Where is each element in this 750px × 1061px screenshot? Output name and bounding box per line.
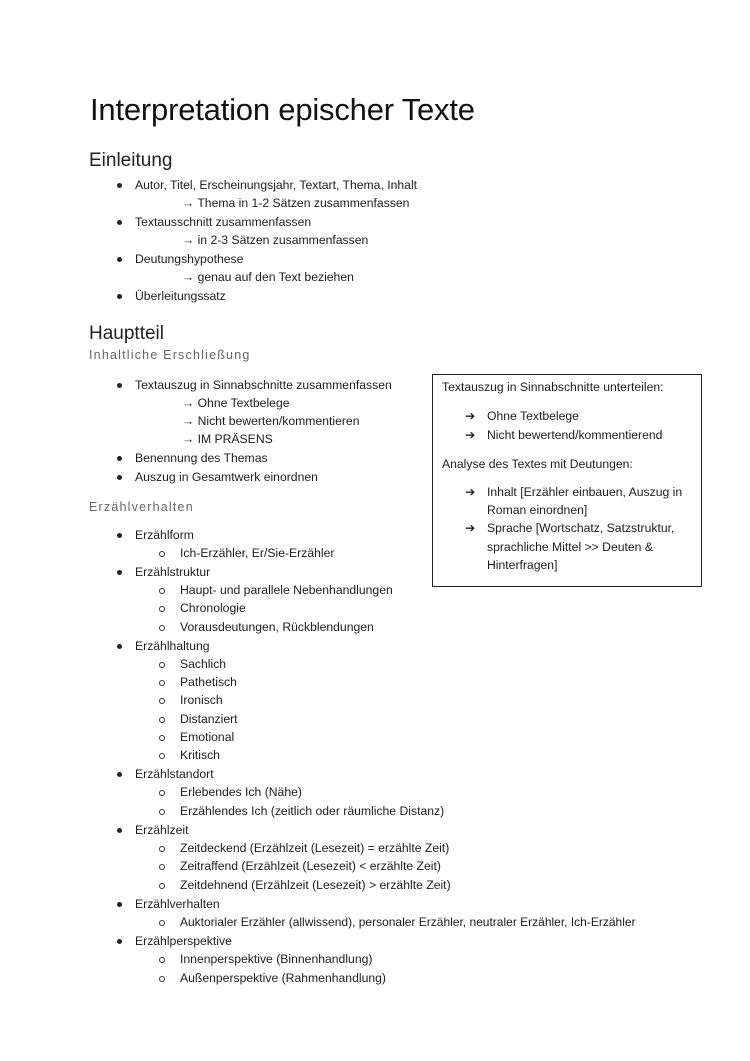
circle-bullet-icon <box>159 735 165 741</box>
box-heading-analyse: Analyse des Textes mit Deutungen: <box>442 457 633 471</box>
circle-bullet-icon <box>159 717 165 723</box>
bullet-icon <box>117 902 122 907</box>
arrow-right-icon: ➔ <box>465 485 476 499</box>
bullet-icon <box>117 772 122 777</box>
list-item: Benennung des Themas <box>135 451 268 465</box>
circle-bullet-icon <box>159 662 165 668</box>
circle-bullet-icon <box>159 883 165 889</box>
sub-list-item: Chronologie <box>180 601 246 615</box>
box-item: Inhalt [Erzähler einbauen, Auszug in <box>487 485 683 499</box>
box-item: Ohne Textbelege <box>487 409 579 423</box>
list-item: Erzählstandort <box>135 767 214 781</box>
list-item-note: → Thema in 1-2 Sätzen zusammenfassen <box>182 196 410 210</box>
list-item-note: → IM PRÄSENS <box>182 432 273 446</box>
list-item-note: → genau auf den Text beziehen <box>182 270 354 284</box>
circle-bullet-icon <box>159 809 165 815</box>
circle-bullet-icon <box>159 790 165 796</box>
bullet-icon <box>117 533 122 538</box>
box-item-continued: sprachliche Mittel >> Deuten & <box>487 540 653 554</box>
circle-bullet-icon <box>159 957 165 963</box>
list-item: Erzählperspektive <box>135 934 232 948</box>
bullet-icon <box>117 257 122 262</box>
notes-box <box>432 374 702 587</box>
sub-list-item: Kritisch <box>180 748 220 762</box>
sub-list-item: Emotional <box>180 730 235 744</box>
subheading-inhaltliche-erschliessung: Inhaltliche Erschließung <box>89 348 251 362</box>
list-item: Deutungshypothese <box>135 252 244 266</box>
box-item-continued: Roman einordnen] <box>487 503 588 517</box>
sub-list-item: Haupt- und parallele Nebenhandlungen <box>180 583 393 597</box>
sub-list-item: Zeitraffend (Erzählzeit (Lesezeit) < erzählte Zeit) <box>180 859 441 873</box>
bullet-icon <box>117 475 122 480</box>
box-item: Sprache [Wortschatz, Satzstruktur, <box>487 521 675 535</box>
list-item: Auszug in Gesamtwerk einordnen <box>135 470 318 484</box>
circle-bullet-icon <box>159 976 165 982</box>
list-item-note: → in 2-3 Sätzen zusammenfassen <box>182 233 369 247</box>
list-item-note: → Ohne Textbelege <box>182 396 290 410</box>
box-heading-sinnabschnitte: Textauszug in Sinnabschnitte unterteilen: <box>442 380 664 394</box>
circle-bullet-icon <box>159 864 165 870</box>
sub-list-item: Distanziert <box>180 712 238 726</box>
list-item: Textausschnitt zusammenfassen <box>135 215 312 229</box>
circle-bullet-icon <box>159 588 165 594</box>
bullet-icon <box>117 828 122 833</box>
circle-bullet-icon <box>159 625 165 631</box>
bullet-icon <box>117 939 122 944</box>
list-item: Erzählstruktur <box>135 565 211 579</box>
circle-bullet-icon <box>159 698 165 704</box>
list-item: Überleitungssatz <box>135 289 226 303</box>
bullet-icon <box>117 570 122 575</box>
sub-list-item: Ironisch <box>180 693 223 707</box>
heading-hauptteil: Hauptteil <box>89 323 164 344</box>
circle-bullet-icon <box>159 753 165 759</box>
sub-list-item: Auktorialer Erzähler (allwissend), personaler Erzähler, neutraler Erzähler, Ich-Erzähler <box>180 915 636 929</box>
list-item: Textauszug in Sinnabschnitte zusammenfassen <box>135 378 392 392</box>
list-item: Erzählhaltung <box>135 639 210 653</box>
bullet-icon <box>117 456 122 461</box>
list-item: Erzählzeit <box>135 823 189 837</box>
circle-bullet-icon <box>159 846 165 852</box>
list-item-note: → Nicht bewerten/kommentieren <box>182 414 360 428</box>
arrow-right-icon: ➔ <box>465 521 476 535</box>
bullet-icon <box>117 183 122 188</box>
box-item-continued: Hinterfragen] <box>487 558 558 572</box>
circle-bullet-icon <box>159 920 165 926</box>
sub-list-item: Vorausdeutungen, Rückblendungen <box>180 620 374 634</box>
arrow-right-icon: ➔ <box>465 428 476 442</box>
circle-bullet-icon <box>159 606 165 612</box>
circle-bullet-icon <box>159 680 165 686</box>
bullet-icon <box>117 294 122 299</box>
sub-list-item: Innenperspektive (Binnenhandlung) <box>180 952 373 966</box>
sub-list-item: Ich-Erzähler, Er/Sie-Erzähler <box>180 546 335 560</box>
bullet-icon <box>117 383 122 388</box>
arrow-right-icon: ➔ <box>465 409 476 423</box>
list-item: Erzählform <box>135 528 194 542</box>
list-item: Autor, Titel, Erscheinungsjahr, Textart, Thema, Inhalt <box>135 178 418 192</box>
box-item: Nicht bewertend/kommentierend <box>487 428 663 442</box>
sub-list-item: Erlebendes Ich (Nähe) <box>180 785 302 799</box>
list-item: Erzählverhalten <box>135 897 220 911</box>
bullet-icon <box>117 220 122 225</box>
document-title: Interpretation epischer Texte <box>90 92 475 127</box>
circle-bullet-icon <box>159 551 165 557</box>
sub-list-item: Zeitdeckend (Erzählzeit (Lesezeit) = erzählte Zeit) <box>180 841 450 855</box>
sub-list-item: Erzählendes Ich (zeitlich oder räumliche Distanz) <box>180 804 445 818</box>
subheading-erzaehlverhalten: Erzählverhalten <box>89 500 194 514</box>
sub-list-item: Sachlich <box>180 657 227 671</box>
sub-list-item: Zeitdehnend (Erzählzeit (Lesezeit) > erzählte Zeit) <box>180 878 451 892</box>
bullet-icon <box>117 644 122 649</box>
sub-list-item: Außenperspektive (Rahmenhandlung) <box>180 971 386 985</box>
heading-einleitung: Einleitung <box>89 150 173 171</box>
sub-list-item: Pathetisch <box>180 675 237 689</box>
